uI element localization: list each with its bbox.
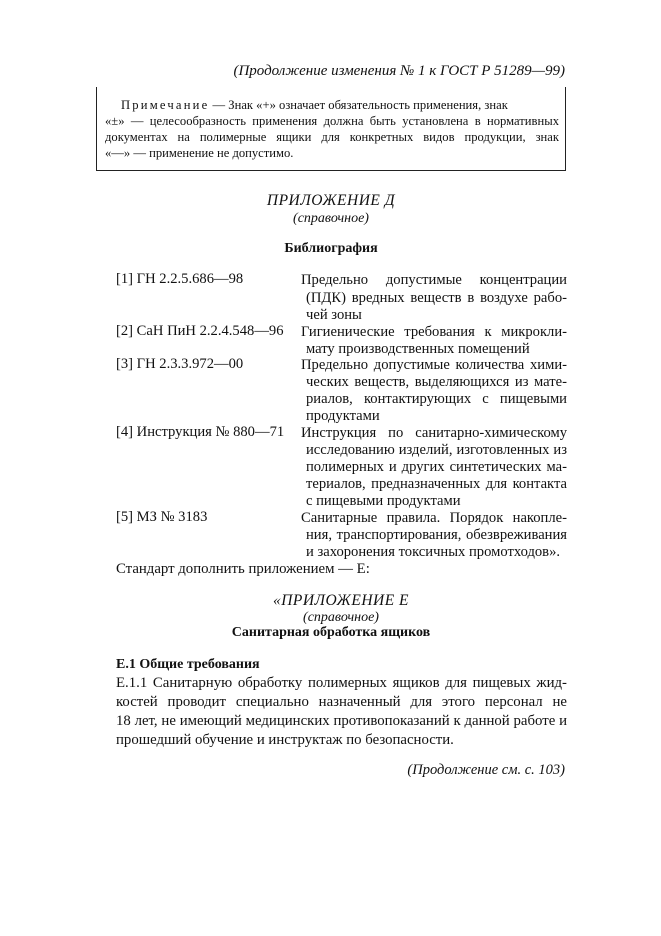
bib-text-2-line-1: Гигиенические требования к микрокли- [301, 324, 567, 340]
bib-text-4-line-3: полимерных и других синтетических ма- [306, 459, 567, 475]
bib-text-2-line-2: мату производственных помещений [306, 341, 530, 357]
note-line-2: «±» — целесообразность применения должна быть установлена в нормативных [105, 114, 559, 128]
bib-text-3-line-1: Предельно допустимые количества хими- [301, 357, 567, 373]
bib-text-4-line-4: териалов, предназначенных для контакта [306, 476, 567, 492]
bib-label-2: [2] СаН ПиН 2.2.4.548—96 [116, 323, 284, 339]
bib-label-4: [4] Инструкция № 880—71 [116, 424, 285, 440]
footer-continuation: (Продолжение см. с. 103) [407, 762, 565, 778]
appendix-d-subtitle: (справочное) [293, 211, 369, 226]
note-line-1-text: — Знак «+» означает обязательность применения, знак [209, 98, 508, 112]
appendix-d-title: ПРИЛОЖЕНИЕ Д [266, 192, 396, 209]
section-e1-line-1: Е.1.1 Санитарную обработку полимерных ящиков для пищевых жид- [116, 675, 567, 691]
bib-text-4-line-2: исследованию изделий, изготовленных из [306, 442, 567, 458]
bib-text-1-line-2: (ПДК) вредных веществ в воздухе рабо- [306, 290, 567, 306]
note-line-3: документах на полимерные ящики для конкретных видов продукции, знак [105, 130, 559, 144]
note-label: Примечание [121, 98, 210, 112]
header-continuation: (Продолжение изменения № 1 к ГОСТ Р 51289—99) [233, 63, 565, 79]
bib-text-5-line-1: Санитарные правила. Порядок накопле- [301, 510, 567, 526]
section-e1-line-3: 18 лет, не имеющий медицинских противопоказаний к данной работе и [116, 713, 567, 729]
bib-text-5-line-3: и захоронения токсичных промотходов». [306, 544, 561, 560]
bib-text-4-line-5: с пищевыми продуктами [306, 493, 461, 509]
note-line-1 [121, 97, 565, 113]
bib-label-3: [3] ГН 2.3.3.972—00 [116, 356, 244, 372]
bib-text-1-line-1: Предельно допустимые концентрации [301, 272, 567, 288]
note-line-4: «—» — применение не допустимо. [105, 146, 294, 160]
bib-text-3-line-2: ческих веществ, выделяющихся из мате- [306, 374, 567, 390]
bibliography-heading: Библиография [284, 241, 378, 256]
appendix-e-heading: Санитарная обработка ящиков [231, 625, 431, 640]
section-e1-line-4: прошедший обучение и инструктаж по безопасности. [116, 732, 454, 748]
bib-text-4-line-1: Инструкция по санитарно-химическому [301, 425, 567, 441]
bib-text-3-line-3: риалов, контактирующих с пищевыми [306, 391, 567, 407]
section-e1-heading: Е.1 Общие требования [116, 657, 260, 672]
bib-label-1: [1] ГН 2.2.5.686—98 [116, 271, 244, 287]
note-box [96, 87, 566, 171]
appendix-e-subtitle: (справочное) [303, 610, 379, 625]
section-e1-line-2: костей проводит специально назначенный для этого персонал не [116, 694, 567, 710]
bib-text-3-line-4: продуктами [306, 408, 380, 424]
supplement-text: Стандарт дополнить приложением — Е: [116, 561, 370, 577]
bib-text-1-line-3: чей зоны [306, 307, 362, 323]
appendix-e-title: «ПРИЛОЖЕНИЕ Е [272, 592, 410, 609]
bib-text-5-line-2: ния, транспортирования, обезвреживания [306, 527, 567, 543]
bib-label-5: [5] МЗ № 3183 [116, 509, 208, 525]
